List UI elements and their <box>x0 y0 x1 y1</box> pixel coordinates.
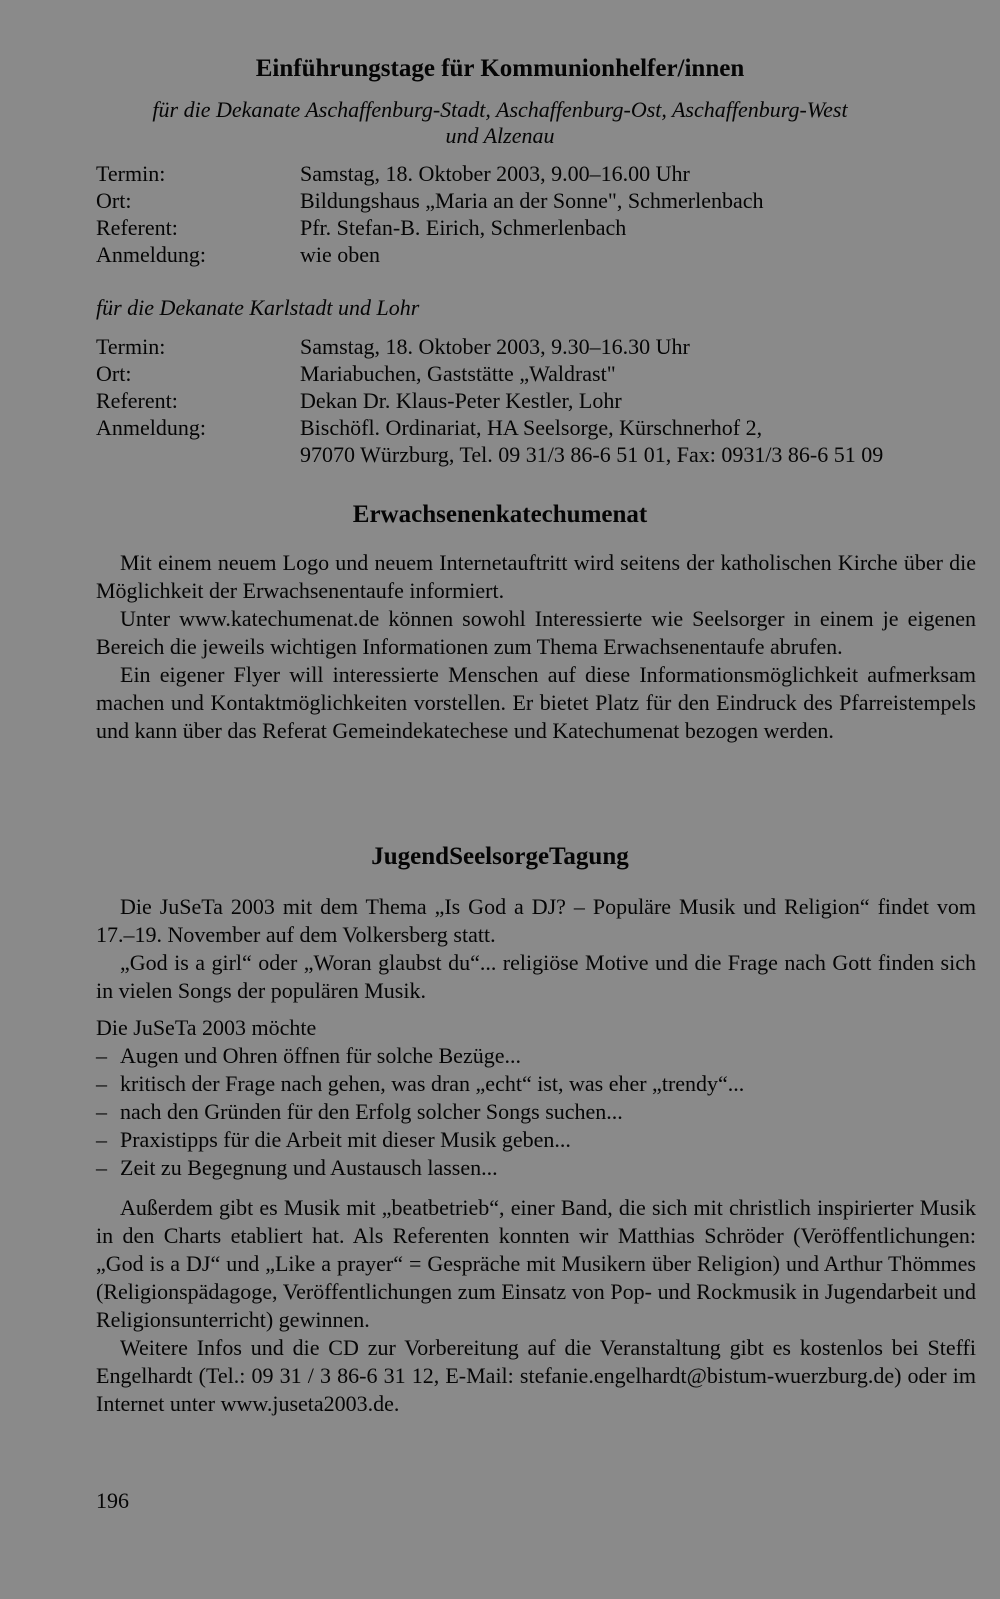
detail-value-continuation: 97070 Würzburg, Tel. 09 31/3 86-6 51 01, Fax: 0931/3 86-6 51 09 <box>300 442 884 467</box>
paragraph: Mit einem neuem Logo und neuem Internetauftritt wird seitens der katholischen Kirche über die Möglichkeit der Erwachsenentaufe informiert. <box>96 550 976 603</box>
detail-value: Bischöfl. Ordinariat, HA Seelsorge, Kürschnerhof 2, <box>300 415 763 440</box>
list-item: – Praxistipps für die Arbeit mit dieser Musik geben... <box>96 1126 976 1154</box>
subtitle-aschaffenburg-line2: und Alzenau <box>445 123 555 148</box>
detail-value: Mariabuchen, Gaststätte „Waldrast" <box>300 361 616 386</box>
paragraph: Unter www.katechumenat.de können sowohl Interessierte wie Seelsorger in einem je eigenen Bereich die jeweils wichtigen Informationen zum Thema Erwachsenentaufe abrufen. <box>96 606 976 659</box>
section-title-jugendseelsorgetagung: JugendSeelsorgeTagung <box>371 843 629 870</box>
detail-value: Dekan Dr. Klaus-Peter Kestler, Lohr <box>300 388 622 413</box>
list-intro: Die JuSeTa 2003 möchte <box>96 1015 317 1040</box>
jugendseelsorgetagung-list-block <box>96 1014 976 1182</box>
goals-list <box>96 1042 976 1182</box>
detail-label: Ort: <box>96 188 132 213</box>
detail-value: wie oben <box>300 242 381 267</box>
paragraph: Weitere Infos und die CD zur Vorbereitung auf die Veranstaltung gibt es kostenlos bei Steffi Engelhardt (Tel.: 09 31 / 3 86-6 31 12, E-Mail: stefanie.engelhardt@bistum-wuerzburg.de) oder im Internet unter www.juseta2003.de. <box>96 1335 976 1416</box>
detail-value: Bildungshaus „Maria an der Sonne", Schmerlenbach <box>300 188 764 213</box>
detail-label: Referent: <box>96 388 178 413</box>
detail-label: Referent: <box>96 215 178 240</box>
list-item: – kritisch der Frage nach gehen, was dran „echt“ ist, was eher „trendy“... <box>96 1070 976 1098</box>
detail-label: Ort: <box>96 361 132 386</box>
detail-label: Termin: <box>96 334 166 359</box>
jugendseelsorgetagung-outro <box>96 1194 976 1418</box>
page-number: 196 <box>96 1488 129 1513</box>
detail-value: Samstag, 18. Oktober 2003, 9.30–16.30 Uhr <box>300 334 690 359</box>
list-item: – nach den Gründen für den Erfolg solcher Songs suchen... <box>96 1098 976 1126</box>
detail-label: Anmeldung: <box>96 415 206 440</box>
subtitle-aschaffenburg-line1: für die Dekanate Aschaffenburg-Stadt, Aschaffenburg-Ost, Aschaffenburg-West <box>152 97 848 122</box>
detail-value: Pfr. Stefan-B. Eirich, Schmerlenbach <box>300 215 627 240</box>
list-item: – Zeit zu Begegnung und Austausch lassen... <box>96 1154 976 1182</box>
erwachsenenkatechumenat-body <box>96 549 976 745</box>
list-item: – Augen und Ohren öffnen für solche Bezüge... <box>96 1042 976 1070</box>
paragraph: Außerdem gibt es Musik mit „beatbetrieb“, einer Band, die sich mit christlich inspirierter Musik in den Charts etabliert hat. Als Referenten konnten wir Matthias Schröder (Veröffentlichungen: „God is a DJ“ und „Like a prayer“ = Gespräche mit Musikern über Religion) und Arthur Thömmes (Religionspädagoge, Veröffentlichungen zum Einsatz von Pop- und Rockmusik in Jugendarbeit und Religionsunterricht) gewinnen. <box>96 1195 976 1332</box>
detail-label: Anmeldung: <box>96 242 206 267</box>
paragraph: Ein eigener Flyer will interessierte Menschen auf diese Informationsmöglichkeit aufmerksam machen und Kontaktmöglichkeiten vorstellen. Er bietet Platz für den Eindruck des Pfarreistempels und kann über das Referat Gemeindekatechese und Katechumenat bezogen werden. <box>96 662 976 743</box>
paragraph: Die JuSeTa 2003 mit dem Thema „Is God a DJ? – Populäre Musik und Religion“ findet vom 17.–19. November auf dem Volkersberg statt. <box>96 894 976 947</box>
subtitle-karlstadt-lohr: für die Dekanate Karlstadt und Lohr <box>96 295 420 320</box>
section-title-kommunionhelfer: Einführungstage für Kommunionhelfer/innen <box>255 55 745 82</box>
jugendseelsorgetagung-intro <box>96 893 976 1005</box>
paragraph: „God is a girl“ oder „Woran glaubst du“... religiöse Motive und die Frage nach Gott finden sich in vielen Songs der populären Musik. <box>96 950 976 1003</box>
detail-label: Termin: <box>96 161 166 186</box>
detail-value: Samstag, 18. Oktober 2003, 9.00–16.00 Uhr <box>300 161 690 186</box>
section-title-erwachsenenkatechumenat: Erwachsenenkatechumenat <box>352 501 648 528</box>
